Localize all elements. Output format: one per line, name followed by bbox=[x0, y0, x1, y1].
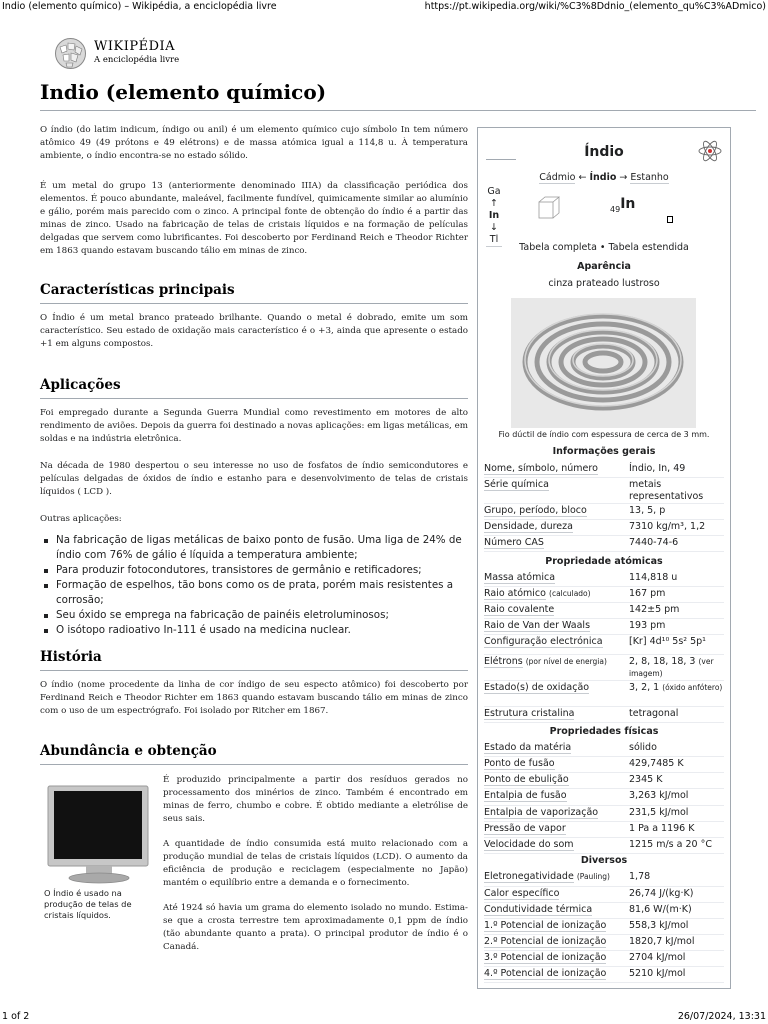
infobox-row-label-text[interactable]: Raio de Van der Waals bbox=[484, 620, 591, 631]
infobox-row-value-text: [Kr] 4d¹⁰ 5s² 5p¹ bbox=[629, 636, 706, 647]
section-divider bbox=[40, 303, 468, 304]
infobox-row-value bbox=[629, 839, 729, 851]
infobox-row-value bbox=[629, 742, 729, 754]
infobox-row bbox=[484, 463, 724, 478]
atom-icon bbox=[697, 138, 723, 164]
infobox-row-label[interactable] bbox=[484, 839, 624, 851]
infobox-row-label-note: (calculado) bbox=[549, 589, 591, 598]
nav-center-element: In bbox=[488, 210, 500, 221]
infobox-row bbox=[484, 904, 724, 919]
infobox-row-label-text[interactable]: Pressão de vapor bbox=[484, 823, 566, 834]
infobox-row-value-text: 2704 kJ/mol bbox=[629, 952, 686, 963]
infobox-row-value bbox=[629, 774, 729, 786]
infobox-row-value-text: 2, 8, 18, 18, 3 bbox=[629, 656, 696, 667]
group-vertical-navigation bbox=[486, 186, 502, 247]
infobox-row bbox=[484, 888, 724, 903]
aplicacoes-list bbox=[40, 533, 468, 638]
infobox-row-label-text[interactable]: 4.º Potencial de ionização bbox=[484, 968, 607, 979]
infobox-row bbox=[484, 636, 724, 655]
infobox-row-value-text: 1,78 bbox=[629, 871, 651, 882]
infobox-row-value bbox=[629, 656, 729, 680]
infobox-row-label-note: (por nível de energia) bbox=[525, 657, 607, 666]
infobox-row bbox=[484, 952, 724, 967]
appearance-heading: Aparência bbox=[577, 261, 631, 272]
infobox-row bbox=[484, 871, 724, 887]
infobox-row-label-text[interactable]: Raio atómico bbox=[484, 588, 546, 599]
abundancia-paragraph-1: É produzido principalmente a partir dos resíduos gerados no processamento dos minérios de zinco. Também é encontrado em minas de ferro, chumbo e cobre. É obtido mediante a eletrólise de seus sais. bbox=[163, 775, 468, 824]
infobox-row-label[interactable] bbox=[484, 604, 624, 616]
element-atomic-number: 49 bbox=[610, 205, 621, 214]
infobox-row-value bbox=[629, 790, 729, 802]
nav-next-element[interactable]: Estanho bbox=[630, 172, 669, 183]
infobox-row bbox=[484, 774, 724, 789]
heading-aplicacoes: Aplicações bbox=[40, 377, 121, 393]
infobox-row-value-text: 558,3 kJ/mol bbox=[629, 920, 689, 931]
infobox-row-label-text[interactable]: Entalpia de vaporização bbox=[484, 807, 599, 818]
aplicacoes-body bbox=[40, 407, 468, 526]
infobox-row bbox=[484, 790, 724, 806]
infobox-row-value bbox=[629, 505, 729, 517]
logo-wordmark: WIKIPÉDIA bbox=[94, 39, 176, 54]
aplicacoes-list-item: O isótopo radioativo In-111 é usado na medicina nuclear. bbox=[40, 623, 468, 638]
infobox-row-value bbox=[629, 479, 729, 503]
infobox-row-value-text: 5210 kJ/mol bbox=[629, 968, 686, 979]
infobox-row-value bbox=[629, 620, 729, 632]
infobox-row-value-text: 1 Pa a 1196 K bbox=[629, 823, 695, 834]
infobox-row-value-text: metais representativos bbox=[629, 479, 704, 502]
infobox-row-label[interactable] bbox=[484, 774, 624, 786]
infobox-row-label-text[interactable]: Velocidade do som bbox=[484, 839, 574, 850]
nav-up-arrow: ↑ bbox=[490, 198, 498, 209]
infobox-row-value bbox=[629, 952, 729, 964]
logo-tagline: A enciclopédia livre bbox=[94, 55, 180, 65]
atomic-properties-heading: Propriedade atómicas bbox=[545, 556, 663, 567]
infobox-row-value-text: 114,818 u bbox=[629, 572, 678, 583]
infobox-row-label-text[interactable]: Estado(s) de oxidação bbox=[484, 682, 590, 693]
print-page-number: 1 of 2 bbox=[2, 1011, 30, 1022]
element-symbol: In bbox=[620, 196, 636, 212]
infobox-row-label[interactable] bbox=[484, 968, 624, 980]
infobox-row-label[interactable] bbox=[484, 505, 624, 517]
infobox-row bbox=[484, 505, 724, 520]
abundancia-body bbox=[163, 774, 468, 954]
infobox-row-label[interactable] bbox=[484, 952, 624, 964]
print-timestamp: 26/07/2024, 13:31 bbox=[677, 1011, 766, 1022]
infobox-row-label[interactable] bbox=[484, 790, 624, 802]
infobox-row-label[interactable] bbox=[484, 463, 624, 475]
infobox-row-value-text: 1820,7 kJ/mol bbox=[629, 936, 695, 947]
section-divider bbox=[40, 398, 468, 399]
infobox-row-label-text[interactable]: Ponto de fusão bbox=[484, 758, 555, 769]
infobox-row-value-text: 7310 kg/m³, 1,2 bbox=[629, 521, 706, 532]
infobox-row-value-text: 429,7485 K bbox=[629, 758, 684, 769]
lcd-image-caption: O Índio é usado na produção de telas de cristais líquidos. bbox=[44, 888, 132, 920]
infobox-row bbox=[484, 968, 724, 983]
infobox-row-value bbox=[629, 871, 729, 883]
heading-historia: História bbox=[40, 649, 102, 665]
infobox-row-label[interactable] bbox=[484, 636, 624, 648]
aplicacoes-list-item: Para produzir fotocondutores, transistores de germânio e retificadores; bbox=[40, 563, 468, 578]
nav-current-element: Índio bbox=[589, 172, 617, 183]
infobox-row-value bbox=[629, 537, 729, 549]
infobox-row-label-text[interactable]: Elétrons bbox=[484, 656, 523, 667]
infobox-row-value-text: sólido bbox=[629, 742, 657, 753]
infobox-row-value bbox=[629, 463, 729, 475]
infobox-row bbox=[484, 572, 724, 587]
infobox-row bbox=[484, 656, 724, 681]
historia-text: O índio (nome procedente da linha de cor índigo de seu especto atômico) foi descoberto por Ferdinand Reich e Theodor Richter em 1863 quando estavam buscando tálio em minas de zinco com o uso de um espectrógrafo. Foi isolado por Ritcher em 1867. bbox=[40, 680, 468, 716]
print-header-title: Indio (elemento químico) – Wikipédia, a enciclopédia livre bbox=[2, 1, 277, 12]
infobox-row-value-text: 13, 5, p bbox=[629, 505, 666, 516]
wikipedia-logo[interactable] bbox=[54, 37, 194, 73]
infobox-row-value-text: 3, 2, 1 bbox=[629, 682, 660, 693]
wikipedia-globe-icon bbox=[54, 37, 87, 70]
infobox-row bbox=[484, 479, 724, 504]
nav-prev-element[interactable]: Cádmio bbox=[539, 172, 576, 183]
infobox-row-value-text: Índio, In, 49 bbox=[629, 463, 686, 474]
infobox-row-label-text[interactable]: Eletronegatividade bbox=[484, 871, 574, 882]
photo-caption: Fio dúctil de índio com espessura de cerca de 3 mm. bbox=[498, 430, 710, 439]
infobox-row-value bbox=[629, 521, 729, 533]
lcd-monitor-image[interactable] bbox=[44, 782, 154, 886]
appearance-value: cinza prateado lustroso bbox=[548, 278, 660, 289]
infobox-row-value bbox=[629, 904, 729, 916]
element-infobox bbox=[477, 127, 731, 989]
heading-abundancia: Abundância e obtenção bbox=[40, 743, 217, 759]
infobox-row-label[interactable] bbox=[484, 823, 624, 835]
infobox-row bbox=[484, 604, 724, 619]
aplicacoes-paragraph-3: Outras aplicações: bbox=[40, 514, 122, 524]
section-divider bbox=[40, 764, 468, 765]
infobox-row-label[interactable] bbox=[484, 920, 624, 932]
infobox-row-value-text: 193 pm bbox=[629, 620, 666, 631]
infobox-row-value bbox=[629, 823, 729, 835]
infobox-row-value-text: 231,5 kJ/mol bbox=[629, 807, 689, 818]
infobox-row-value-text: 7440-74-6 bbox=[629, 537, 679, 548]
infobox-row bbox=[484, 920, 724, 935]
infobox-row bbox=[484, 839, 724, 854]
infobox-row-label-text[interactable]: 1.º Potencial de ionização bbox=[484, 920, 607, 931]
infobox-row-value bbox=[629, 807, 729, 819]
infobox-row-label-text[interactable]: Entalpia de fusão bbox=[484, 790, 567, 801]
infobox-row-value bbox=[629, 572, 729, 584]
nav-arrow-right: → bbox=[619, 172, 628, 183]
aplicacoes-list-item: Na fabricação de ligas metálicas de baixo ponto de fusão. Uma liga de 24% de índio com 76% de gálio é líquida a temperatura ambiente; bbox=[40, 533, 468, 563]
infobox-row-label[interactable] bbox=[484, 620, 624, 632]
infobox-row bbox=[484, 742, 724, 757]
print-footer bbox=[0, 1010, 768, 1024]
physical-properties-heading: Propriedades físicas bbox=[549, 726, 659, 737]
infobox-row-value-note: (óxido anfótero) bbox=[662, 683, 723, 692]
infobox-row-label[interactable] bbox=[484, 871, 624, 883]
infobox-row-value-note: (ver imagem) bbox=[629, 657, 714, 678]
infobox-row-label-text[interactable]: Raio covalente bbox=[484, 604, 555, 615]
intro-paragraph-2: É um metal do grupo 13 (anteriormente denominado IIIA) da classificação periódica dos elementos. É pouco abundante, maleável, facilmente fundível, quimicamente similar ao alumínio e gálio, porém mais parecido com o zinco. A principal fonte de obtenção do índio é a partir das minas de zinco. Usado na fabricação de telas de cristais líquidos e na formação de películas delgadas que servem como lubrificantes. Foi descoberto por Ferdinand Reich e Theodor Richter em 1863 quando estavam buscando tálio em minas de zinco. bbox=[40, 181, 468, 256]
infobox-row-value-text: 81,6 W/(m·K) bbox=[629, 904, 692, 915]
abundancia-paragraph-2: A quantidade de índio consumida está muito relacionado com a produção mundial de telas de cristais líquidos (LCD). O aumento da eficiência de produção e reciclagem (especialmente no Japão) mantém o equilíbrio entre a demanda e o fornecimento. bbox=[163, 839, 468, 888]
intro-paragraph-1: O índio (do latim indicum, índigo ou anil) é um elemento químico cujo símbolo In tem número atômico 49 (49 prótons e 49 elétrons) e de massa atómica igual a 114,8 u. À temperatura ambiente, o índio encontra-se no estado sólido. bbox=[40, 125, 468, 161]
aplicacoes-list-item: Seu óxido se emprega na fabricação de painéis eletroluminosos; bbox=[40, 608, 468, 623]
intro bbox=[40, 124, 468, 258]
aplicacoes-paragraph-1: Foi empregado durante a Segunda Guerra Mundial como revestimento em motores de alto rendimento de aviões. Depois da guerra foi destinado a novas aplicações: em ligas metálicas, em soldas e na indústria eletrônica. bbox=[40, 408, 468, 444]
misc-heading: Diversos bbox=[580, 855, 628, 866]
infobox-row-value-text: 3,263 kJ/mol bbox=[629, 790, 689, 801]
abundancia-paragraph-3: Até 1924 só havia um grama do elemento isolado no mundo. Estima-se que a crosta terrestre tem aproximadamente 0,1 ppm de índio (tão abundante quanto a prata). O principal produtor de índio é o Canadá. bbox=[163, 903, 468, 952]
element-symbol-block bbox=[610, 196, 635, 214]
infobox-row-label[interactable] bbox=[484, 588, 624, 600]
infobox-row-label[interactable] bbox=[484, 682, 624, 694]
infobox-row-label[interactable] bbox=[484, 936, 624, 948]
infobox-row-value bbox=[629, 968, 729, 980]
infobox-row-value bbox=[629, 588, 729, 600]
infobox-row-label-text[interactable]: Estado da matéria bbox=[484, 742, 572, 753]
infobox-row-label-text[interactable]: Número CAS bbox=[484, 537, 544, 548]
infobox-row-value bbox=[629, 888, 729, 900]
title-divider bbox=[40, 110, 756, 111]
aplicacoes-list-item: Formação de espelhos, tão bons como os de prata, porém mais resistentes a corrosão; bbox=[40, 578, 468, 608]
infobox-row-label-text[interactable]: Massa atómica bbox=[484, 572, 556, 583]
infobox-row-label[interactable] bbox=[484, 807, 624, 819]
infobox-row-value-text: 2345 K bbox=[629, 774, 663, 785]
infobox-row-label[interactable] bbox=[484, 888, 624, 900]
infobox-row bbox=[484, 588, 724, 603]
infobox-row-label[interactable] bbox=[484, 742, 624, 754]
print-header bbox=[0, 0, 768, 14]
infobox-row bbox=[484, 807, 724, 822]
infobox-row-label-text[interactable]: Calor específico bbox=[484, 888, 560, 899]
infobox-row-label-text[interactable]: 3.º Potencial de ionização bbox=[484, 952, 607, 963]
infobox-row-value bbox=[629, 604, 729, 616]
infobox-row-label-text[interactable]: Série química bbox=[484, 479, 549, 490]
nav-down-arrow: ↓ bbox=[490, 222, 498, 233]
nav-arrow-left: ← bbox=[578, 172, 587, 183]
infobox-element-navigation bbox=[478, 172, 730, 183]
infobox-row-label-text[interactable]: Configuração electrónica bbox=[484, 636, 603, 647]
infobox-row-value bbox=[629, 682, 729, 694]
infobox-row-label-text[interactable]: Ponto de ebulição bbox=[484, 774, 569, 785]
infobox-row-value bbox=[629, 708, 729, 720]
nav-above-element[interactable]: Ga bbox=[487, 186, 501, 197]
heading-caracteristicas: Características principais bbox=[40, 282, 235, 298]
infobox-row-label-text[interactable]: Estrutura cristalina bbox=[484, 708, 575, 719]
infobox-row-label[interactable] bbox=[484, 572, 624, 584]
infobox-row-label[interactable] bbox=[484, 758, 624, 770]
infobox-row-value-text: 167 pm bbox=[629, 588, 666, 599]
section-divider bbox=[40, 670, 468, 671]
infobox-row bbox=[484, 758, 724, 773]
infobox-row bbox=[484, 936, 724, 951]
table-links[interactable]: Tabela completa • Tabela estendida bbox=[519, 242, 689, 253]
infobox-title: Índio bbox=[584, 144, 624, 160]
infobox-row-label-text[interactable]: Nome, símbolo, número bbox=[484, 463, 598, 474]
infobox-row-value-text: 1215 m/s a 20 °C bbox=[629, 839, 712, 850]
infobox-row-label-note: (Pauling) bbox=[576, 872, 610, 881]
infobox-row bbox=[484, 823, 724, 838]
indium-wire-photo[interactable] bbox=[511, 298, 696, 428]
infobox-row-value bbox=[629, 920, 729, 932]
caracteristicas-text: O Índio é um metal branco prateado brilhante. Quando o metal é dobrado, emite um som característico. Seu estado de oxidação mais característico é o +3, ainda que apresente o estado +1 em alguns compostos. bbox=[40, 313, 468, 349]
infobox-row-label-text[interactable]: Grupo, período, bloco bbox=[484, 505, 587, 516]
infobox-row-value bbox=[629, 758, 729, 770]
crystal-structure-icon bbox=[536, 194, 562, 222]
infobox-row bbox=[484, 537, 724, 552]
aplicacoes-paragraph-2: Na década de 1980 despertou o seu interesse no uso de fosfatos de índio semicondutores e películas delgadas de óxidos de índio e estanho para e desenvolvimento de telas de cristais líquidos ( LCD ). bbox=[40, 461, 468, 497]
infobox-row bbox=[484, 620, 724, 635]
infobox-row-label[interactable] bbox=[484, 479, 624, 491]
infobox-row-label-text[interactable]: Condutividade térmica bbox=[484, 904, 593, 915]
infobox-row-value-text: 142±5 pm bbox=[629, 604, 680, 615]
infobox-row-value-text: 26,74 J/(kg·K) bbox=[629, 888, 694, 899]
infobox-row-value bbox=[629, 636, 729, 648]
infobox-row-label-text[interactable]: Densidade, dureza bbox=[484, 521, 573, 532]
nav-below-element[interactable]: Tl bbox=[486, 234, 502, 247]
page-title: Indio (elemento químico) bbox=[40, 80, 327, 104]
infobox-row-label-text[interactable]: 2.º Potencial de ionização bbox=[484, 936, 607, 947]
infobox-row bbox=[484, 682, 724, 707]
infobox-row bbox=[484, 521, 724, 536]
infobox-row-value bbox=[629, 936, 729, 948]
infobox-row-label[interactable] bbox=[484, 708, 624, 720]
infobox-row-value-text: tetragonal bbox=[629, 708, 679, 719]
infobox-row-label[interactable] bbox=[484, 656, 624, 668]
print-header-url: https://pt.wikipedia.org/wiki/%C3%8Ddnio_(elemento_qu%C3%ADmico) bbox=[424, 1, 766, 12]
infobox-row bbox=[484, 708, 724, 723]
infobox-row-label[interactable] bbox=[484, 537, 624, 549]
periodic-marker-icon bbox=[667, 216, 673, 223]
general-info-heading: Informações gerais bbox=[552, 446, 656, 457]
infobox-row-label[interactable] bbox=[484, 521, 624, 533]
infobox-row-label[interactable] bbox=[484, 904, 624, 916]
